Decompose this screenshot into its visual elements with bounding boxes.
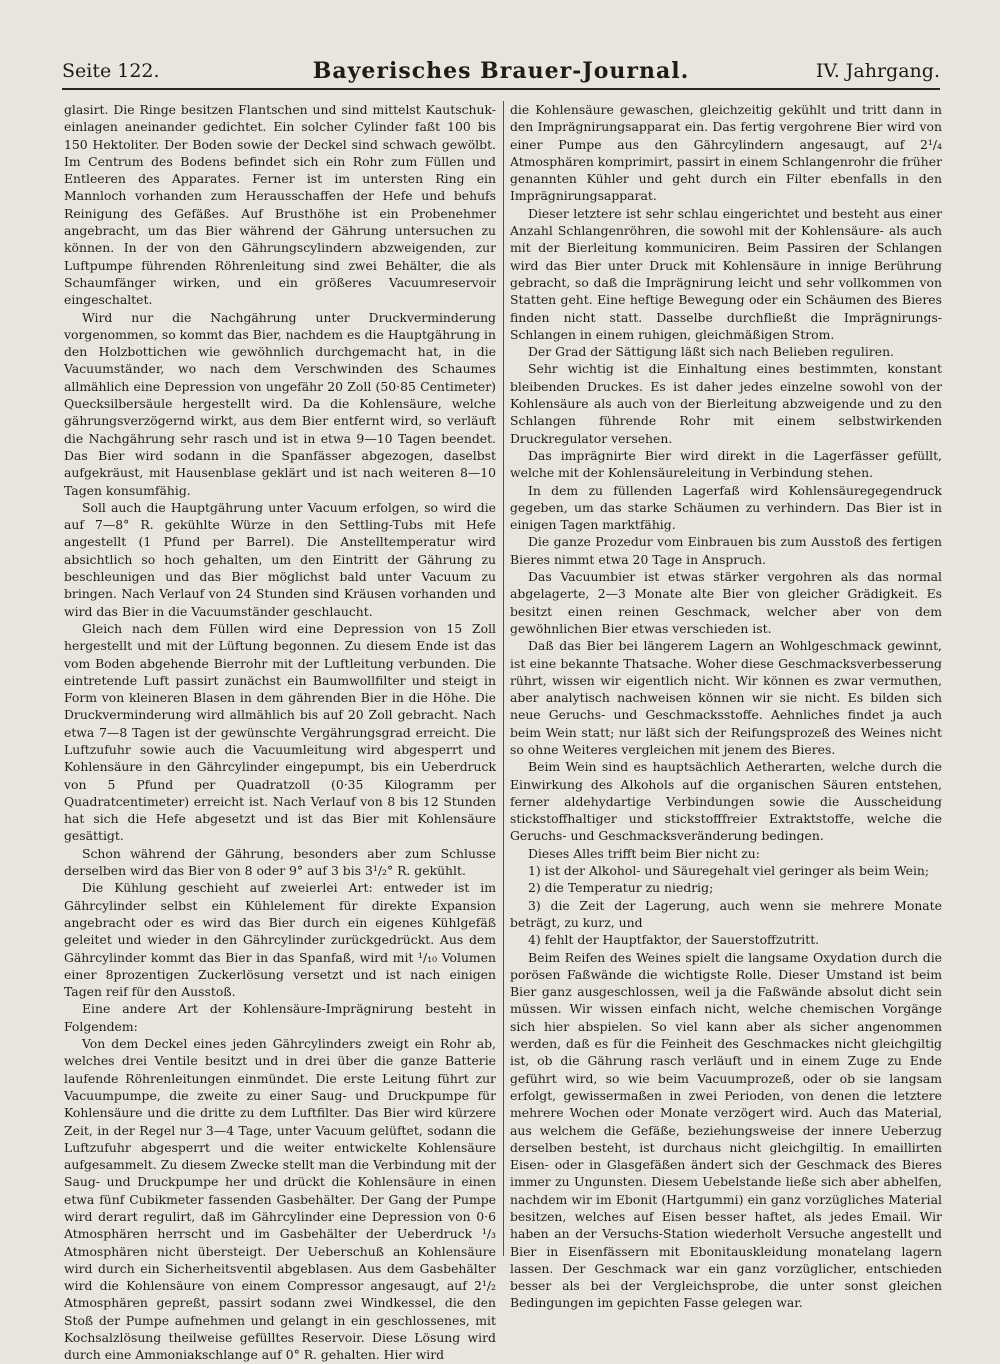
paragraph: Gleich nach dem Füllen wird eine Depression von 15 Zoll hergestellt und mit der Lüftung begonnen. Zu diesem Ende ist das vom Boden abgehende Bierrohr mit der Luftleitung verbunden. Die eintretende Luft passirt zunächst ein Baumwollfilter und steigt in Form von kleineren Blasen in dem gährenden Bier in die Höhe. Die Druckverminderung wird allmählich bis auf 20 Zoll gebracht. Nach etwa 7—8 Tagen ist der gewünschte Vergährungsgrad erreicht. Die Luftzufuhr sowie auch die Vacuumleitung wird abgesperrt und Kohlensäure in den Gährcylinder eingepumpt, bis ein Ueberdruck von 5 Pfund per Quadratzoll (0·35 Kilogramm per Quadratcentimeter) erreicht ist. Nach Verlauf von 8 bis 12 Stunden hat sich die Hefe abgesetzt und ist das Bier mit Kohlensäure gesättigt. <box>64 620 496 844</box>
paragraph: Sehr wichtig ist die Einhaltung eines bestimmten, konstant bleibenden Druckes. Es ist daher jedes einzelne sowohl von der Kohlensäure als auch von der Bierleitung abzweigende und zu den Schlangen führende Rohr mit einem selbstwirkenden Druckregulator versehen. <box>510 361 942 446</box>
paragraph: Dieser letztere ist sehr schlau eingerichtet und besteht aus einer Anzahl Schlangenröhren, die sowohl mit der Kohlensäure- als auch mit der Bierleitung kommuniciren. Beim Passiren der Schlangen wird das Bier unter Druck mit Kohlensäure in innige Berührung gebracht, so daß die Imprägnirung leicht und sehr vollkommen von Statten geht. Eine heftige Bewegung oder ein Schäumen des Bieres finden nicht statt. Dasselbe durchfließt die Imprägnirungs-Schlangen in einem ruhigen, gleichmäßigen Strom. <box>510 205 942 342</box>
paragraph: Schon während der Gährung, besonders aber zum Schlusse derselben wird das Bier von 8 oder 9° auf 3 bis 3¹/₂° R. gekühlt. <box>64 845 496 879</box>
list-item: 4) fehlt der Hauptfaktor, der Sauerstoffzutritt. <box>528 932 820 948</box>
paragraph: glasirt. Die Ringe besitzen Flantschen und sind mittelst Kautschuk-einlagen aneinander gedichtet. Ein solcher Cylinder faßt 100 bis 150 Hektoliter. Der Boden sowie der Deckel sind schwach gewölbt. Im Centrum des Bodens befindet sich ein Rohr zum Füllen und Entleeren des Apparates. Ferner ist im untersten Ring ein Mannloch vorhanden zum Herausschaffen der Hefe und behufs Reinigung des Gefäßes. Auf Brusthöhe ist ein Probenehmer angebracht, um das Bier während der Gährung untersuchen zu können. In der von den Gährungscylindern abzweigenden, zur Luftpumpe führenden Röhrenleitung sind zwei Behälter, die als Schaumfänger wirken, und ein größeres Vacuumreservoir eingeschaltet. <box>64 102 496 308</box>
numbered-list <box>510 862 942 948</box>
column-divider <box>503 101 504 1256</box>
list-item: 3) die Zeit der Lagerung, auch wenn sie mehrere Monate beträgt, zu kurz, und <box>510 897 942 930</box>
paragraph: Die ganze Prozedur vom Einbrauen bis zum Ausstoß des fertigen Bieres nimmt etwa 20 Tage in Anspruch. <box>510 534 942 567</box>
paragraph: Wird nur die Nachgährung unter Druckverminderung vorgenommen, so kommt das Bier, nachdem es die Hauptgährung in den Holzbottichen wie gewöhnlich durchgemacht hat, in die Vacuumständer, wo nach dem Verschwinden des Schaumes allmählich eine Depression von ungefähr 20 Zoll (50·85 Centimeter) Quecksilbersäule hergestellt wird. Da die Kohlensäure, welche gährungsverzögernd wirkt, aus dem Bier entfernt wird, so verläuft die Nachgährung sehr rasch und ist in etwa 9—10 Tagen beendet. Das Bier wird sodann in die Spanfässer abgezogen, daselbst aufgekräust, mit Hausenblase geklärt und ist nach weiteren 8—10 Tagen konsumfähig. <box>64 309 496 498</box>
paragraph: Der Grad der Sättigung läßt sich nach Belieben reguliren. <box>528 344 894 360</box>
paragraph: Beim Wein sind es hauptsächlich Aetherarten, welche durch die Einwirkung des Alkohols auf die organischen Säuren entstehen, ferner aldehydartige Verbindungen sowie die Ausscheidung stickstoffhaltiger und stickstofffreier Extraktstoffe, welche die Geruchs- und Geschmacksveränderung bedingen. <box>510 759 942 844</box>
paragraph: Dieses Alles trifft beim Bier nicht zu: <box>528 845 760 861</box>
paragraph: Soll auch die Hauptgährung unter Vacuum erfolgen, so wird die auf 7—8° R. gekühlte Würze in den Settling-Tubs mit Hefe angestellt (1 Pfund per Barrel). Die Anstelltemperatur wird absichtlich so hoch gehalten, um den Eintritt der Gährung zu beschleunigen und das Bier möglichst bald unter Vacuum zu bringen. Nach Verlauf von 24 Stunden sind Kräusen vorhanden und wird das Bier in die Vacuumständer geschlaucht. <box>64 499 496 619</box>
volume-label: IV. Jahrgang. <box>815 60 940 82</box>
list-item: 2) die Temperatur zu niedrig; <box>528 880 714 896</box>
paragraph: Eine andere Art der Kohlensäure-Imprägnirung besteht in Folgendem: <box>64 1001 496 1034</box>
paragraph: Das Vacuumbier ist etwas stärker vergohren als das normal abgelagerte, 2—3 Monate alte Bier von gleicher Grädigkeit. Es besitzt einen reinen Geschmack, welcher aber von dem gewöhnlichen Bier etwas verschieden ist. <box>510 569 942 636</box>
page-number: Seite 122. <box>62 60 160 82</box>
paragraph: In dem zu füllenden Lagerfaß wird Kohlensäuregegendruck gegeben, um das starke Schäumen zu verhindern. Das Bier ist in einigen Tagen marktfähig. <box>510 482 942 533</box>
paragraph: die Kohlensäure gewaschen, gleichzeitig gekühlt und tritt dann in den Imprägnirungsapparat ein. Das fertig vergohrene Bier wird von einer Pumpe aus den Gährcylindern angesaugt, auf 2¹/₄ Atmosphären komprimirt, passirt in einem Schlangenrohr die früher genannten Kühler und geht durch ein Filter ebenfalls in den Imprägnirungsapparat. <box>510 102 942 204</box>
paragraph: Die Kühlung geschieht auf zweierlei Art: entweder ist im Gährcylinder selbst ein Kühlelement für direkte Expansion angebracht oder es wird das Bier durch ein eigenes Kühlgefäß geleitet und wieder in den Gährcylinder zurückgedrückt. Aus dem Gährcylinder kommt das Bier in das Spanfaß, wird mit ¹/₁₀ Volumen einer 8prozentigen Zuckerlösung versetzt und ist nach einigen Tagen reif für den Ausstoß. <box>64 880 496 1000</box>
journal-title: Bayerisches Brauer-Journal. <box>312 58 690 84</box>
paragraph: Von dem Deckel eines jeden Gährcylinders zweigt ein Rohr ab, welches drei Ventile besitzt und in drei über die ganze Batterie laufende Röhrenleitungen einmündet. Die erste Leitung führt zur Vacuumpumpe, die zweite zu einer Saug- und Druckpumpe für Kohlensäure und die dritte zu dem Luftfilter. Das Bier wird kürzere Zeit, in der Regel nur 3—4 Tage, unter Vacuum gelüftet, sodann die Luftzufuhr abgesperrt und die weiter entwickelte Kohlensäure aufgesammelt. Zu diesem Zwecke stellt man die Verbindung mit der Saug- und Druckpumpe her und drückt die Kohlensäure in einen etwa fünf Cubikmeter fassenden Gasbehälter. Der Gang der Pumpe wird derart regulirt, daß im Gährcylinder eine Depression von 0·6 Atmosphären herrscht und im Gasbehälter der Ueberdruck ¹/₃ Atmosphären nicht übersteigt. Der Ueberschuß an Kohlensäure wird durch ein Sicherheitsventil abgeblasen. Aus dem Gasbehälter wird die Kohlensäure von einem Compressor angesaugt, auf 2¹/₂ Atmosphären gepreßt, passirt sodann zwei Windkessel, die den Stoß der Pumpe aufnehmen und gelangt in ein geschlossenes, mit Kochsalzlösung theilweise gefülltes Reservoir. Diese Lösung wird durch eine Ammoniakschlange auf 0° R. gehalten. Hier wird <box>64 1036 496 1363</box>
paragraph: Daß das Bier bei längerem Lagern an Wohlgeschmack gewinnt, ist eine bekannte Thatsache. Woher diese Geschmacksverbesserung rührt, wissen wir eigentlich nicht. Wir können es zwar vermuthen, aber analytisch nachweisen können wir sie nicht. Es bilden sich neue Geruchs- und Geschmacksstoffe. Aehnliches findet ja auch beim Wein statt; nur läßt sich der Reifungsprozeß des Weines nicht so ohne Weiteres vergleichen mit jenem des Bieres. <box>510 638 942 757</box>
paragraph: Das imprägnirte Bier wird direkt in die Lagerfässer gefüllt, welche mit der Kohlensäureleitung in Verbindung stehen. <box>510 447 942 481</box>
page-header <box>62 58 940 90</box>
right-column <box>510 101 942 1311</box>
paragraph: Beim Reifen des Weines spielt die langsame Oxydation durch die porösen Faßwände die wichtigste Rolle. Dieser Umstand ist beim Bier ganz ausgeschlossen, weil ja die Faßwände absolut dicht sein müssen. Wir wissen einfach nicht, welche chemischen Vorgänge sich hier abspielen. So viel kann aber als sicher angenommen werden, daß es für die Feinheit des Geschmackes nicht gleichgiltig ist, ob die Gährung rasch verläuft und in einem Zuge zu Ende geführt wird, so wie beim Vacuumprozeß, oder ob sie langsam erfolgt, gewissermaßen in zwei Perioden, von denen die letztere mehrere Wochen oder Monate verzögert wird. Auch das Material, aus welchem die Gefäße, beziehungsweise der innere Ueberzug derselben besteht, ist durchaus nicht gleichgiltig. In emaillirten Eisen- oder in Glasgefäßen ändert sich der Geschmack des Bieres immer zu Ungunsten. Diesem Uebelstande ließe sich aber abhelfen, nachdem wir im Ebonit (Hartgummi) ein ganz vorzügliches Material besitzen, welches auf Eisen besser haftet, als jedes Email. Wir haben an der Versuchs-Station wiederholt Versuche angestellt und Bier in Eisenfässern mit Ebonitauskleidung monatelang lagern lassen. Der Geschmack war ein ganz vorzüglicher, entschieden besser als bei der Vergleichsprobe, die unter sonst gleichen Bedingungen im gepichten Fasse gelegen war. <box>510 949 942 1311</box>
list-item: 1) ist der Alkohol- und Säuregehalt viel geringer als beim Wein; <box>528 863 930 879</box>
left-column <box>64 101 496 1363</box>
